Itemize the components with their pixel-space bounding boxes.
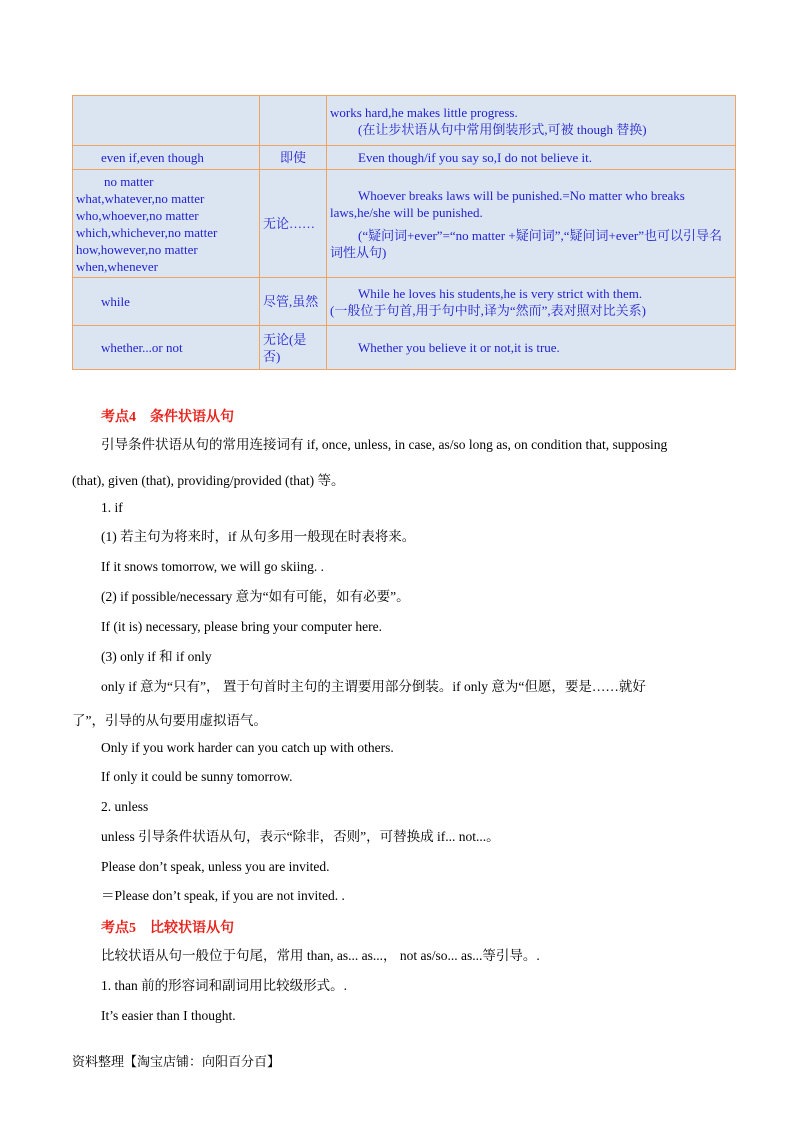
table-cell-meaning: 尽管,虽然 [260,278,327,326]
conj-line: which,whichever,no matter [76,224,218,240]
table-cell-example [327,170,736,278]
example-text: While he loves his students,he is very strict with them. [358,285,643,301]
section4-heading-title: 条件状语从句 [150,410,234,425]
table-row [73,326,736,370]
conj-line: who,whoever,no matter [76,207,199,223]
table-row [73,96,736,146]
footer-text: 资料整理【淘宝店铺：向阳百分百】 [72,1055,281,1070]
example-sentence: If (it is) necessary, please bring your computer here. [101,619,383,634]
table-cell-meaning [260,96,327,146]
example-sentence: ＝Please don’t speak, if you are not invited. . [101,888,345,903]
conj-line: how,however,no matter [76,241,198,257]
conj-line: no matter [104,173,154,189]
example-text: laws,he/she will be punished. [330,204,483,220]
section5-heading [101,917,234,937]
paragraph: only if 意为“只有”， 置于句首时主句的主谓要用部分倒装。if only 意为“但愿，要是……就好 [101,679,646,694]
paragraph: (that), given (that), providing/provided (that) 等。 [72,473,345,488]
table-cell-example [327,96,736,146]
section5-heading-title: 比较状语从句 [150,921,234,936]
table-cell-example [327,146,736,170]
table-cell-conj: whether...or not [73,326,260,370]
conjunction-table [72,95,736,370]
paragraph: 2. unless [101,799,149,814]
example-sentence: Please don’t speak, unless you are invited. [101,859,330,874]
table-row [73,278,736,326]
example-text: works hard,he makes little progress. [330,104,518,120]
note-text: (一般位于句首,用于句中时,译为“然而”,表对照对比关系) [330,302,646,318]
paragraph: 1. if [101,500,123,515]
table-cell-conj [73,96,260,146]
conj-line: when,whenever [76,258,158,274]
paragraph: 了”，引导的从句要用虚拟语气。 [72,713,267,728]
example-text: Even though/if you say so,I do not believe it. [358,150,592,165]
table-row [73,170,736,278]
section5-heading-num: 考点5 [101,921,136,936]
example-sentence: It’s easier than I thought. [101,1008,236,1023]
table-cell-meaning: 即使 [260,146,327,170]
paragraph: 1. than 前的形容词和副词用比较级形式。. [101,978,347,993]
table-cell-conj [73,170,260,278]
example-text: Whoever breaks laws will be punished.=No matter who breaks [358,187,685,203]
table-cell-conj: while [73,278,260,326]
example-sentence: If only it could be sunny tomorrow. [101,769,293,784]
paragraph: unless 引导条件状语从句，表示“除非，否则”，可替换成 if... not...。 [101,829,500,844]
paragraph: (1) 若主句为将来时，if 从句多用一般现在时表将来。 [101,529,416,544]
table-cell-meaning: 无论(是否) [260,326,327,370]
table-cell-meaning: 无论…… [260,170,327,278]
table-cell-example [327,278,736,326]
table-cell-example [327,326,736,370]
table-cell-conj: even if,even though [73,146,260,170]
section4-heading-num: 考点4 [101,410,136,425]
example-sentence: Only if you work harder can you catch up with others. [101,740,394,755]
paragraph: (3) only if 和 if only [101,649,212,664]
paragraph: 比较状语从句一般位于句尾，常用 than, as... as...， not as/so... as...等引导。. [101,948,540,963]
note-text: (“疑问词+ever”=“no matter +疑问词”,“疑问词+ever”也可以引导名词性从句) [330,227,722,260]
section4-heading [101,406,234,426]
paragraph: 引导条件状语从句的常用连接词有 if, once, unless, in case, as/so long as, on condition that, supposing [101,437,668,452]
table-row [73,146,736,170]
conj-line: what,whatever,no matter [76,190,205,206]
example-text: Whether you believe it or not,it is true. [358,340,560,355]
example-sentence: If it snows tomorrow, we will go skiing. . [101,559,324,574]
note-text: (在让步状语从句中常用倒装形式,可被 though 替换) [358,121,647,137]
paragraph: (2) if possible/necessary 意为“如有可能，如有必要”。 [101,589,410,604]
